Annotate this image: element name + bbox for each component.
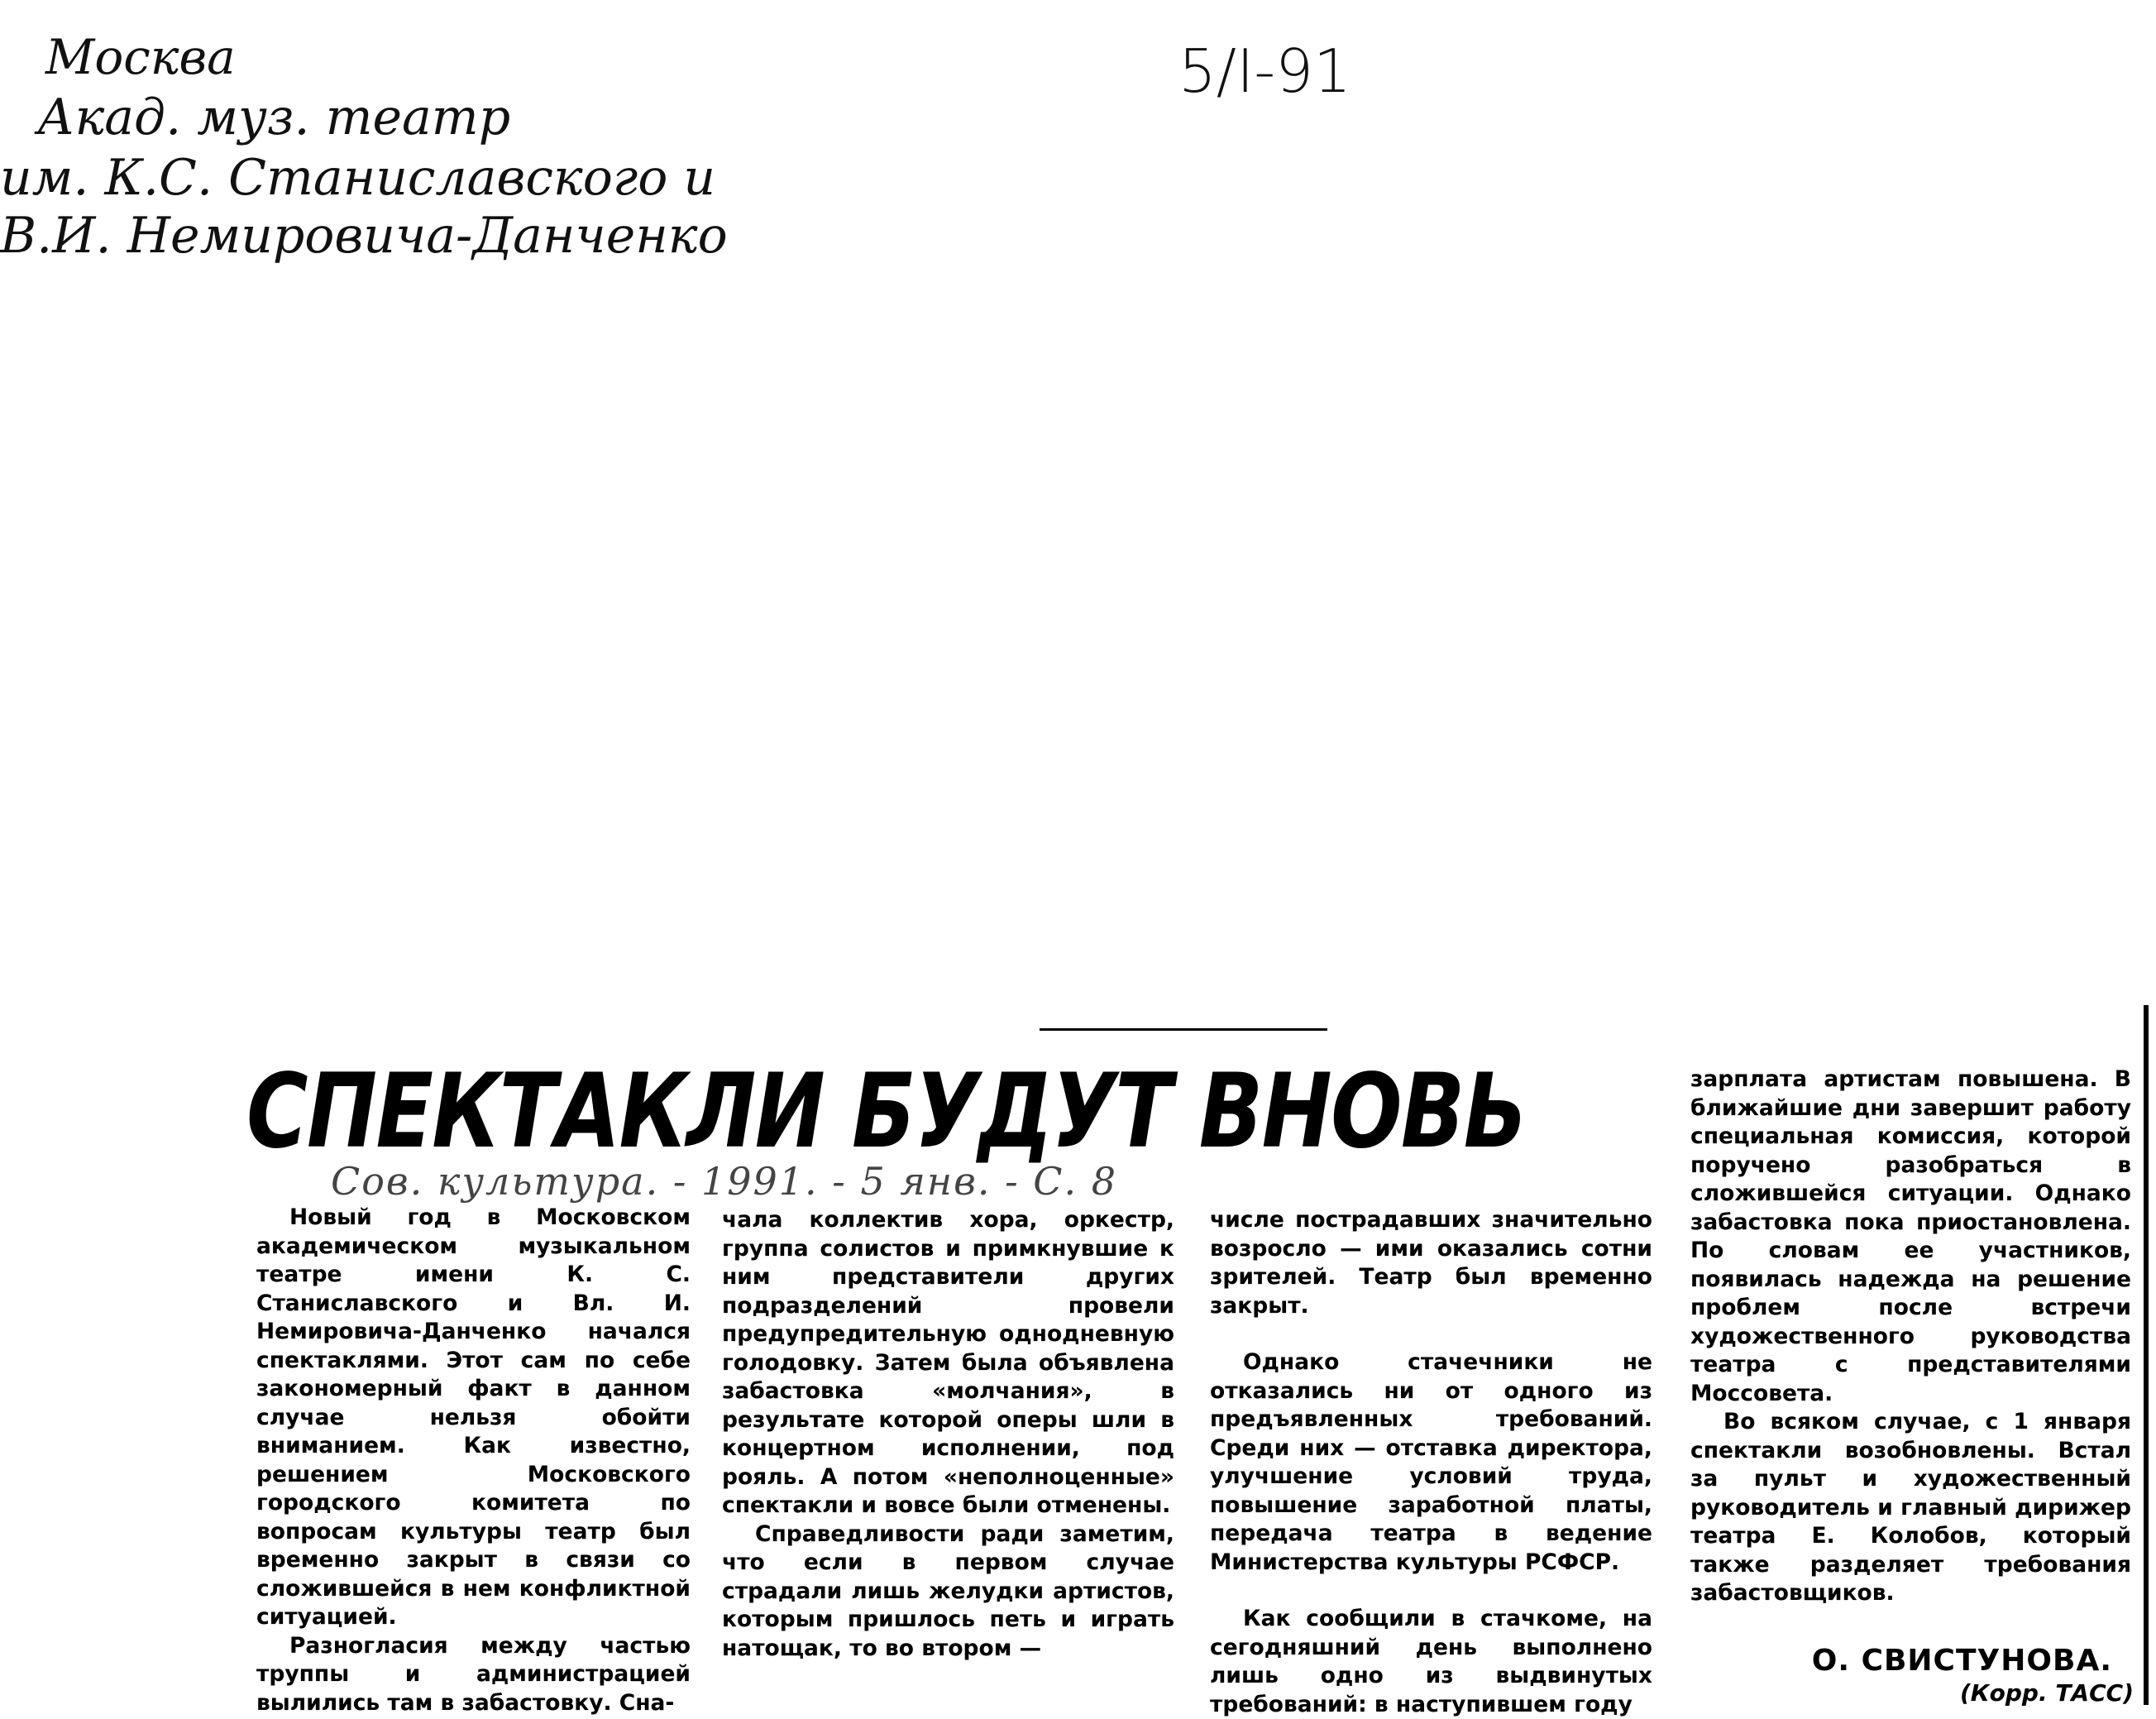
handwritten-date: 5/I-91 [1178, 36, 1351, 106]
handwritten-source: Сов. культура. - 1991. - 5 янв. - С. 8 [331, 1159, 1117, 1204]
paragraph: числе пострадавших значительно возросло — ими оказались сотни зрителей. Театр был временно закрыт. [1210, 1207, 1652, 1319]
article-column-2 [722, 1206, 1174, 1663]
paragraph: зарплата артистам повышена. В ближайшие дни завершит работу специальная комиссия, которой поручено разобраться в сложившейся ситуации. Однако забастовка пока приостановлена. По словам ее участников, появилась надежда на решение проблем после встречи художественного руководства театра с представителями Моссовета. [1690, 1066, 2131, 1406]
handwritten-name-1: им. К.С. Станиславского и [0, 149, 716, 207]
article-headline: СПЕКТАКЛИ БУДУТ ВНОВЬ [246, 1052, 1527, 1171]
article-column-1 [256, 1204, 691, 1717]
paragraph: Во всяком случае, с 1 января спектакли возобновлены. Встал за пульт и художественный руководитель и главный дирижер театра Е. Колобов, который также разделяет требования забастовщиков. [1690, 1409, 2131, 1606]
article-column-3 [1210, 1206, 1652, 1719]
handwritten-name-2: В.И. Немировича-Данченко [0, 207, 728, 265]
paragraph: Новый год в Московском академическом музыкальном театре имени К. С. Станиславского и Вл. И. Немировича-Данченко начался спектаклями. Этот сам по себе закономерный факт в данном случае нельзя обойти вниманием. Как известно, решением Московского городского комитета по вопросам культуры театр был временно закрыт в связи со сложившейся в нем конфликтной ситуацией. [256, 1204, 691, 1630]
handwritten-theatre: Акад. муз. театр [37, 89, 511, 146]
article-author: О. СВИСТУНОВА. [1811, 1644, 2112, 1678]
right-border [2144, 1005, 2149, 1705]
handwritten-city: Москва [45, 29, 236, 85]
paragraph: Как сообщили в стачкоме, на сегодняшний день выполнено лишь одно из выдвинутых требований: в наступившем году [1210, 1606, 1652, 1717]
paragraph: чала коллектив хора, оркестр, группа солистов и примкнувшие к ним представители других подразделений провели предупредительную однодневную голодовку. Затем была объявлена забастовка «молчания», в результате которой оперы шли в концертном исполнении, под рояль. А потом «неполноценные» спектакли и вовсе были отменены. [722, 1207, 1174, 1518]
paragraph: Однако стачечники не отказались ни от одного из предъявленных требований. Среди них — отставка директора, улучшение условий труда, повышение заработной платы, передача театра в ведение Министерства культуры РСФСР. [1210, 1349, 1652, 1575]
article-agency: (Корр. ТАСС) [1959, 1679, 2134, 1707]
article-column-4 [1690, 1065, 2131, 1608]
top-rule [1040, 1028, 1327, 1031]
paragraph: Справедливости ради заметим, что если в первом случае страдали лишь желудки артистов, которым пришлось петь и играть натощак, то во втором — [722, 1520, 1174, 1661]
paragraph: Разногласия между частью труппы и администрацией вылились там в забастовку. Сна- [256, 1632, 691, 1716]
